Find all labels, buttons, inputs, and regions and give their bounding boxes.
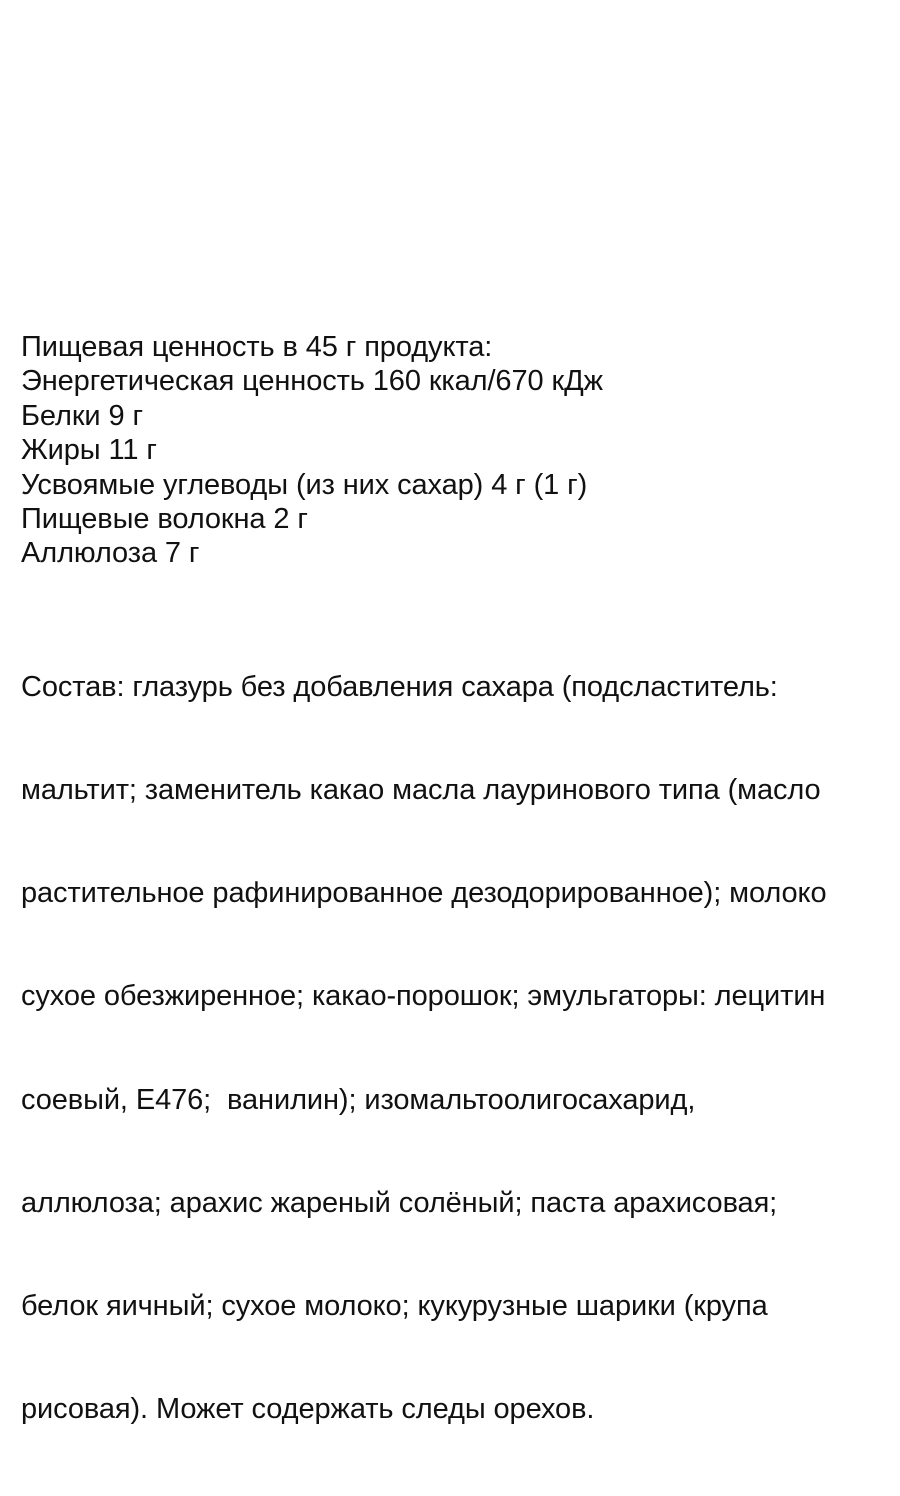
nutrition-heading: Пищевая ценность в 45 г продукта:	[21, 331, 493, 363]
composition-line: сухое обезжиренное; какао-порошок; эмульгаторы: лецитин	[21, 980, 826, 1013]
ingredients-composition	[21, 601, 881, 1496]
dietary-fiber-value: Пищевые волокна 2 г	[21, 503, 308, 536]
nutrition-facts	[21, 330, 881, 571]
composition-line: растительное рафинированное дезодорированное); молоко	[21, 877, 827, 910]
fat-value: Жиры 11 г	[21, 434, 157, 467]
composition-line: мальтит; заменитель какао масла лауринового типа (масло	[21, 774, 821, 807]
carbohydrates-value: Усвоямые углеводы (из них сахар) 4 г (1 г)	[21, 468, 588, 501]
energy-value: Энергетическая ценность 160 ккал/670 кДж	[21, 365, 603, 398]
protein-value: Белки 9 г	[21, 399, 143, 432]
composition-line: аллюлоза; арахис жареный солёный; паста арахисовая;	[21, 1186, 778, 1219]
composition-line: белок яичный; сухое молоко; кукурузные шарики (крупа	[21, 1290, 768, 1323]
composition-line: рисовая). Может содержать следы орехов.	[21, 1393, 595, 1426]
composition-line: соевый, Е476; ванилин); изомальтоолигосахарид,	[21, 1083, 696, 1116]
allulose-value: Аллюлоза 7 г	[21, 537, 200, 570]
composition-line: Состав: глазурь без добавления сахара (подсластитель:	[21, 670, 778, 703]
